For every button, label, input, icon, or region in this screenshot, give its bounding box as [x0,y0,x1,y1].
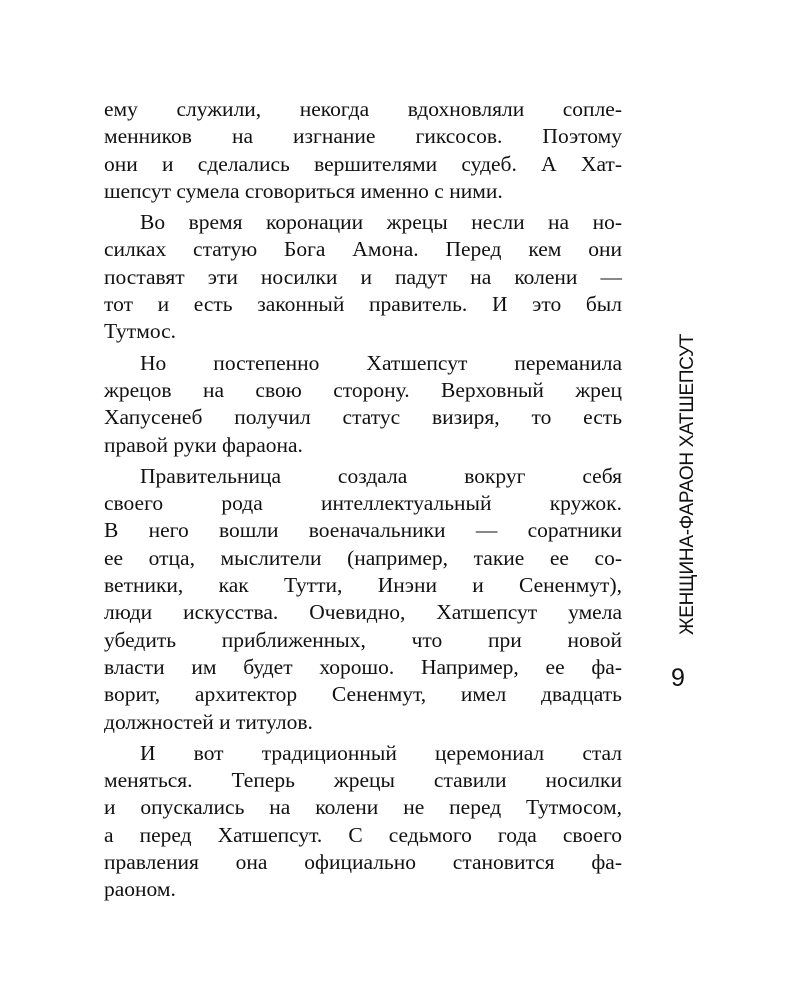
text-line: тот и есть законный правитель. И это был [104,292,622,317]
text-line: убедить приближенных, что при новой [104,627,622,652]
text-line: а перед Хатшепсут. С седьмого года своего [104,822,622,847]
text-line: Правительница создала вокруг себя [140,463,622,488]
text-line: своего рода интеллектуальный кружок. [104,491,622,516]
page-number: 9 [671,664,685,692]
text-line: власти им будет хорошо. Например, ее фа- [104,654,622,679]
text-line: меняться. Теперь жрецы ставили носилки [104,768,622,793]
text-line: поставят эти носилки и падут на колени — [104,264,622,289]
text-line: люди искусства. Очевидно, Хатшепсут умела [104,600,622,625]
paragraph-5 [104,740,622,904]
text-line: Тутмос. [104,319,177,344]
text-line: и опускались на колени не перед Тутмосом, [104,795,622,820]
text-line: ему служили, некогда вдохновляли сопле- [104,97,622,121]
paragraph-2 [104,209,622,345]
paragraph-1 [104,96,622,205]
text-line: жрецов на свою сторону. Верховный жрец [104,377,622,402]
text-line: ее отца, мыслители (например, такие ее со- [104,545,622,570]
text-line: правления она официально становится фа- [104,850,622,875]
text-line: ворит, архитектор Сененмут, имел двадцать [104,682,622,707]
running-head: ЖЕНЩИНА-ФАРАОН ХАТШЕПСУТ [677,333,698,635]
text-line: И вот традиционный церемониал стал [140,740,622,765]
text-line: ветники, как Тутти, Инэни и Сененмут), [104,573,622,598]
paragraph-3 [104,350,622,459]
text-line: раоном. [104,877,176,902]
body-text [104,96,622,908]
paragraph-4 [104,463,622,736]
text-line: Но постепенно Хатшепсут переманила [140,350,622,375]
text-line: В него вошли военачальники — соратники [104,518,622,543]
text-line: шепсут сумела сговориться именно с ними. [104,178,503,203]
text-line: они и сделались вершителями судеб. А Хат- [104,151,622,176]
text-line: правой руки фараона. [104,432,303,457]
text-line: менников на изгнание гиксосов. Поэтому [104,124,622,149]
text-line: силках статую Бога Амона. Перед кем они [104,237,622,262]
text-line: Во время коронации жрецы несли на но- [140,210,622,235]
text-line: должностей и титулов. [104,709,313,734]
text-line: Хапусенеб получил статус визиря, то есть [104,405,622,430]
